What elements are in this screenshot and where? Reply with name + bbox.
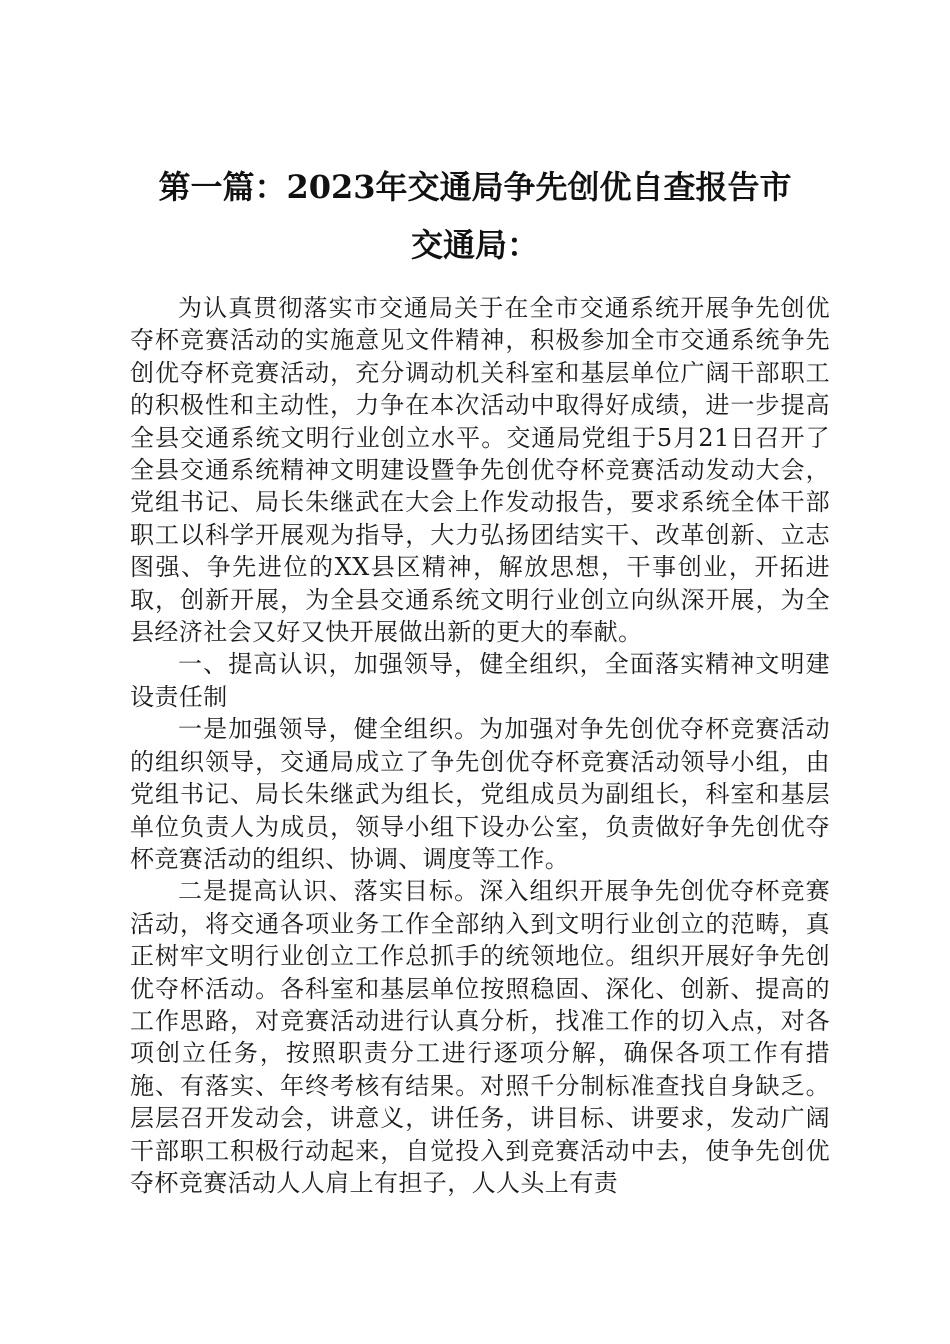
section-heading-1: 一、提高认识，加强领导，健全组织，全面落实精神文明建设责任制 [130,650,830,711]
document-body [130,292,830,1199]
title-line-2: 交通局： [410,226,539,264]
document-title [110,158,840,274]
paragraph-leadership: 一是加强领导，健全组织。为加强对争先创优夺杯竞赛活动的组织领导，交通局成立了争先创优夺杯竞赛活动领导小组，由党组书记、局长朱继武为组长，党组成员为副组长，科室和基层单位负责人为成员，领导小组下设办公室，负责做好争先创优夺杯竞赛活动的组织、协调、调度等工作。 [130,715,830,873]
paragraph-intro: 为认真贯彻落实市交通局关于在全市交通系统开展争先创优夺杯竞赛活动的实施意见文件精神，积极参加全市交通系统争先创优夺杯竞赛活动，充分调动机关科室和基层单位广阔干部职工的积极性和主动性，力争在本次活动中取得好成绩，进一步提高全县交通系统文明行业创立水平。交通局党组于5月21日召开了全县交通系统精神文明建设暨争先创优夺杯竞赛活动发动大会，党组书记、局长朱继武在大会上作发动报告，要求系统全体干部职工以科学开展观为指导，大力弘扬团结实干、改革创新、立志图强、争先进位的XX县区精神，解放思想，干事创业，开拓进取，创新开展，为全县交通系统文明行业创立向纵深开展，为全县经济社会又好又快开展做出新的更大的奉献。 [130,294,830,647]
paragraph-goals: 二是提高认识、落实目标。深入组织开展争先创优夺杯竞赛活动，将交通各项业务工作全部纳入到文明行业创立的范畴，真正树牢文明行业创立工作总抓手的统领地位。组织开展好争先创优夺杯活动。各科室和基层单位按照稳固、深化、创新、提高的工作思路，对竞赛活动进行认真分析，找准工作的切入点，对各项创立任务，按照职责分工进行逐项分解，确保各项工作有措施、有落实、年终考核有结果。对照千分制标准查找自身缺乏。层层召开发动会，讲意义，讲任务，讲目标、讲要求，发动广阔干部职工积极行动起来，自觉投入到竞赛活动中去，使争先创优夺杯竞赛活动人人肩上有担子，人人头上有责 [130,877,830,1197]
title-line-1: 第一篇：2023年交通局争先创优自查报告市 [158,168,792,206]
